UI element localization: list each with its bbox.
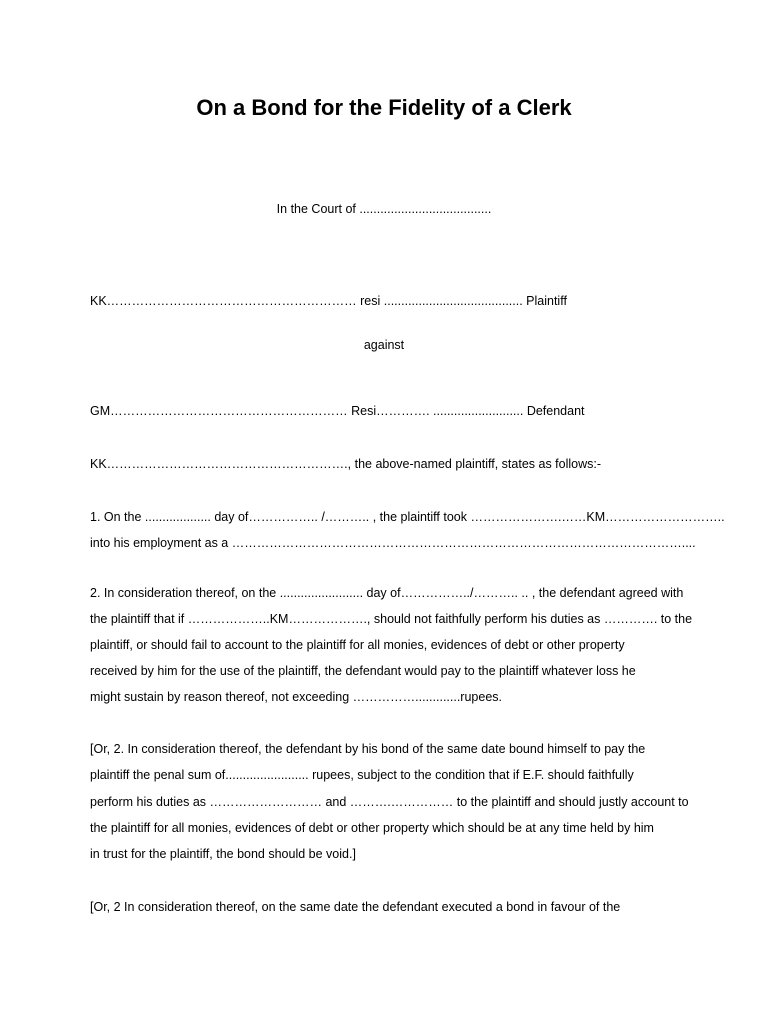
plaintiff-statement-line: KK…………………………………………………., the above-named plaintiff, states as follows:- <box>90 457 602 471</box>
paragraph-1-line: into his employment as a ……………………………………………………………………………………………….... <box>90 536 696 550</box>
paragraph-4-line: [Or, 2 In consideration thereof, on the same date the defendant executed a bond in favour of the <box>90 900 621 914</box>
paragraph-3-line: plaintiff the penal sum of........................ rupees, subject to the condition that if E.F. should faithfully <box>90 768 634 782</box>
paragraph-3-line: in trust for the plaintiff, the bond should be void.] <box>90 847 356 861</box>
plaintiff-line: KK…………………………………………………… resi ........................................ Plaintiff <box>90 294 567 308</box>
paragraph-1-line: 1. On the ................... day of…………….. /……….. , the plaintiff took ………………….……KM……………………….. <box>90 510 725 524</box>
court-line: In the Court of ...................................... <box>276 202 492 216</box>
paragraph-2-line: received by him for the use of the plaintiff, the defendant would pay to the plaintiff whatever loss he <box>90 664 636 678</box>
paragraph-2-line: 2. In consideration thereof, on the ........................ day of……………../……….. .. , the defendant agreed with <box>90 586 684 600</box>
defendant-line: GM………………………………………………… Resi…………. .......................... Defendant <box>90 404 585 418</box>
document-title: On a Bond for the Fidelity of a Clerk <box>196 95 572 120</box>
paragraph-3-line: [Or, 2. In consideration thereof, the defendant by his bond of the same date bound himself to pay the <box>90 742 646 756</box>
paragraph-2-line: the plaintiff that if ………………..KM………………., should not faithfully perform his duties as …………. to the <box>90 612 693 626</box>
paragraph-2-line: plaintiff, or should fail to account to the plaintiff for all monies, evidences of debt or other property <box>90 638 625 652</box>
against-label: against <box>363 338 405 352</box>
paragraph-3-line: perform his duties as ……………………… and ……….…………… to the plaintiff and should justly account to <box>90 795 689 809</box>
paragraph-3-line: the plaintiff for all monies, evidences of debt or other property which should be at any time held by him <box>90 821 654 835</box>
paragraph-2-line: might sustain by reason thereof, not exceeding …………….............rupees. <box>90 690 502 704</box>
